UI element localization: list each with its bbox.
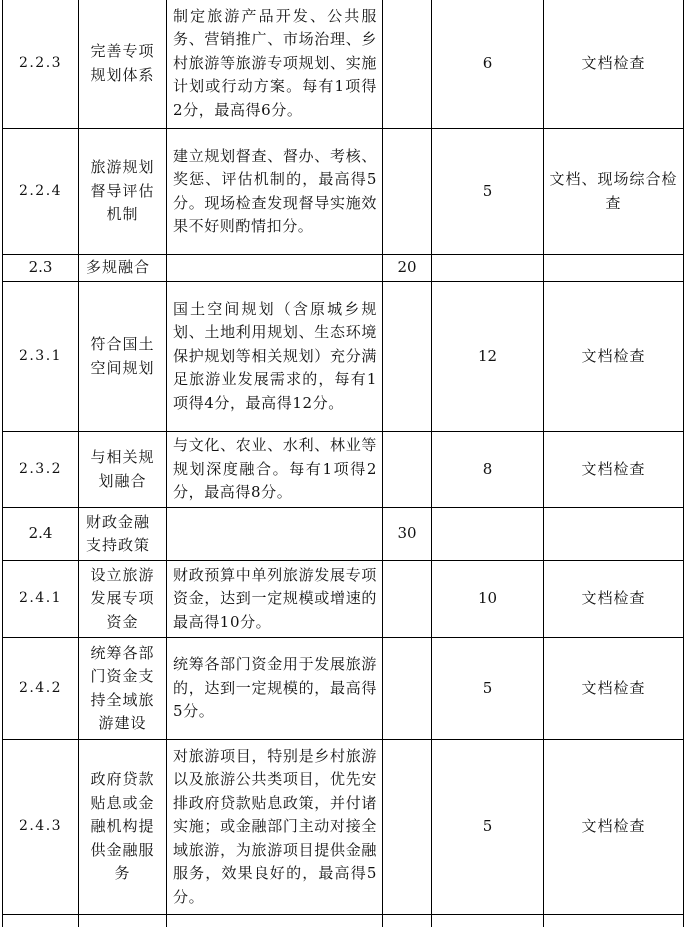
row-subscore: 5 [432, 638, 544, 740]
row-score: 20 [383, 255, 432, 282]
row-code: 2.4.1 [3, 561, 79, 638]
row-method [544, 508, 684, 561]
row-name: 统筹各部门资金支持全域旅游建设 [79, 638, 167, 740]
row-code: 2.3.1 [3, 282, 79, 432]
row-subscore: 12 [432, 282, 544, 432]
table-row [3, 561, 684, 638]
table-row [3, 432, 684, 508]
row-method: 文档、现场综合检查 [544, 129, 684, 255]
row-subscore: 10 [432, 561, 544, 638]
row-score [383, 129, 432, 255]
row-method: 文档检查 [544, 740, 684, 915]
row-subscore [432, 508, 544, 561]
row-subscore: 5 [432, 740, 544, 915]
row-method: 文档检查 [544, 432, 684, 508]
row-name: 财政金融支持政策 [79, 508, 167, 561]
row-score [383, 282, 432, 432]
row-description: 制定旅游产品开发、公共服务、营销推广、市场治理、乡村旅游等旅游专项规划、实施计划或行动方案。每有1项得2分，最高得6分。 [167, 0, 383, 129]
row-score [383, 0, 432, 129]
row-name: 多规融合 [79, 255, 167, 282]
row-name: 符合国土空间规划 [79, 282, 167, 432]
table-row [3, 129, 684, 255]
row-subscore: 6 [432, 0, 544, 129]
table-row [3, 282, 684, 432]
row-method: 文档检查 [544, 561, 684, 638]
row-name: 旅游规划督导评估机制 [79, 129, 167, 255]
row-description: 财政预算中单列旅游发展专项资金，达到一定规模或增速的最高得10分。 [167, 561, 383, 638]
table-row [3, 508, 684, 561]
table-row [3, 638, 684, 740]
row-method: 文档检查 [544, 282, 684, 432]
table-row [3, 740, 684, 915]
row-code: 2.2.3 [3, 0, 79, 129]
row-score: 30 [383, 508, 432, 561]
row-description: 与文化、农业、水利、林业等规划深度融合。每有1项得2分，最高得8分。 [167, 432, 383, 508]
table-row [3, 0, 684, 129]
row-description: 对旅游项目，特别是乡村旅游以及旅游公共类项目，优先安排政府贷款贴息政策，并付诸实施；或金融部门主动对接全域旅游，为旅游项目提供金融服务，效果良好的，最高得5分。 [167, 740, 383, 915]
row-code: 2.3.2 [3, 432, 79, 508]
row-code: 2.4.3 [3, 740, 79, 915]
row-code: 2.2.4 [3, 129, 79, 255]
row-description [167, 255, 383, 282]
row-code: 2.4 [3, 508, 79, 561]
row-code: 2.3 [3, 255, 79, 282]
row-method [544, 255, 684, 282]
row-description [167, 508, 383, 561]
table-row [3, 255, 684, 282]
row-subscore: 5 [432, 129, 544, 255]
row-name: 与相关规划融合 [79, 432, 167, 508]
row-subscore: 8 [432, 432, 544, 508]
row-method: 文档检查 [544, 638, 684, 740]
row-code: 2.4.2 [3, 638, 79, 740]
row-name: 政府贷款贴息或金融机构提供金融服务 [79, 740, 167, 915]
row-score [383, 740, 432, 915]
row-score [383, 561, 432, 638]
row-name: 完善专项规划体系 [79, 0, 167, 129]
row-name: 设立旅游发展专项资金 [79, 561, 167, 638]
row-score [383, 638, 432, 740]
row-subscore [432, 255, 544, 282]
row-description: 统筹各部门资金用于发展旅游的，达到一定规模的，最高得5分。 [167, 638, 383, 740]
row-method: 文档检查 [544, 0, 684, 129]
row-score [383, 432, 432, 508]
row-description: 国土空间规划（含原城乡规划、土地利用规划、生态环境保护规划等相关规划）充分满足旅游业发展需求的，每有1项得4分，最高得12分。 [167, 282, 383, 432]
scoring-table [2, 0, 684, 927]
row-description: 建立规划督查、督办、考核、奖惩、评估机制的，最高得5分。现场检查发现督导实施效果不好则酌情扣分。 [167, 129, 383, 255]
